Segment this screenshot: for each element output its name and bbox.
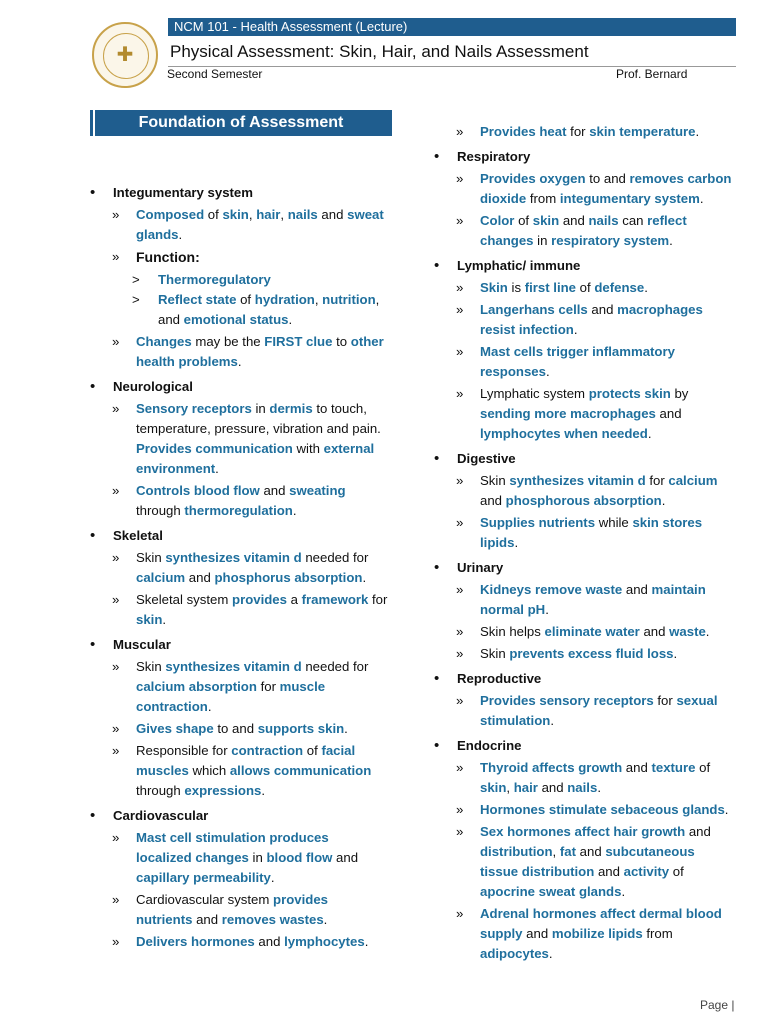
list-item: » Responsible for contraction of facial muscles which allows communication through expressions. — [112, 743, 372, 798]
list-item: » Delivers hormones and lymphocytes. — [112, 934, 369, 949]
category-cardiovascular: • Cardiovascular — [88, 806, 388, 826]
category-integumentary: • Integumentary system — [88, 183, 388, 203]
semester-label: Second Semester — [167, 67, 263, 81]
category-reproductive: • Reproductive — [432, 669, 732, 689]
category-lymphatic: • Lymphatic/ immune — [432, 256, 732, 276]
list-item: » Mast cells trigger inflammatory responses. — [456, 344, 675, 379]
list-item: » Hormones stimulate sebaceous glands. — [456, 802, 729, 817]
institution-seal — [92, 22, 158, 88]
list-item: » Kidneys remove waste and maintain normal pH. — [456, 582, 706, 617]
right-column — [432, 120, 732, 966]
category-muscular: • Muscular — [88, 635, 388, 655]
page-footer: Page | — [700, 998, 735, 1012]
list-item: » Skin prevents excess fluid loss. — [456, 646, 678, 661]
list-item: » Provides heat for skin temperature. — [456, 124, 700, 139]
list-item: » Mast cell stimulation produces localized changes in blood flow and capillary permeability. — [112, 830, 359, 885]
category-digestive: • Digestive — [432, 449, 732, 469]
list-item: » Function: — [112, 249, 200, 265]
list-item: » Skeletal system provides a framework for skin. — [112, 592, 388, 627]
list-item: » Lymphatic system protects skin by sending more macrophages and lymphocytes when needed. — [456, 386, 689, 441]
list-item: » Skin synthesizes vitamin d for calcium and phosphorous absorption. — [456, 473, 718, 508]
list-item: » Cardiovascular system provides nutrients and removes wastes. — [112, 892, 329, 927]
left-column — [88, 178, 388, 954]
list-item: » Color of skin and nails can reflect changes in respiratory system. — [456, 213, 687, 248]
list-item: » Controls blood flow and sweating through thermoregulation. — [112, 483, 346, 518]
list-item: » Supplies nutrients while skin stores lipids. — [456, 515, 703, 550]
list-item: » Langerhans cells and macrophages resist infection. — [456, 302, 703, 337]
section-heading: Foundation of Assessment — [90, 110, 392, 136]
category-endocrine: • Endocrine — [432, 736, 732, 756]
category-neurological: • Neurological — [88, 377, 388, 397]
list-item: » Gives shape to and supports skin. — [112, 721, 348, 736]
document-title: Physical Assessment: Skin, Hair, and Nails Assessment — [170, 42, 589, 61]
category-urinary: • Urinary — [432, 558, 732, 578]
course-banner: NCM 101 - Health Assessment (Lecture) — [168, 18, 736, 36]
category-respiratory: • Respiratory — [432, 147, 732, 167]
list-item: » Thyroid affects growth and texture of skin, hair and nails. — [456, 760, 711, 795]
list-item: » Adrenal hormones affect dermal blood supply and mobilize lipids from adipocytes. — [456, 906, 722, 961]
list-item: » Changes may be the FIRST clue to other health problems. — [112, 334, 384, 369]
list-item: » Skin is first line of defense. — [456, 280, 648, 295]
list-item: » Skin synthesizes vitamin d needed for calcium absorption for muscle contraction. — [112, 659, 369, 714]
list-item: » Composed of skin, hair, nails and sweat glands. — [112, 207, 384, 242]
sub-item: > Reflect state of hydration, nutrition, and emotional status. — [132, 292, 380, 327]
sub-item: > Thermoregulatory — [132, 272, 271, 287]
list-item: » Provides oxygen to and removes carbon dioxide from integumentary system. — [456, 171, 732, 206]
list-item: » Skin helps eliminate water and waste. — [456, 624, 710, 639]
list-item: » Sensory receptors in dermis to touch, temperature, pressure, vibration and pain. Provides communication with external environment. — [112, 401, 381, 476]
caduceus-icon: ✚ — [116, 44, 134, 66]
professor-label: Prof. Bernard — [616, 67, 688, 81]
list-item: » Provides sensory receptors for sexual stimulation. — [456, 693, 718, 728]
category-skeletal: • Skeletal — [88, 526, 388, 546]
list-item: » Sex hormones affect hair growth and distribution, fat and subcutaneous tissue distribution and activity of apocrine sweat glands. — [456, 824, 711, 899]
list-item: » Skin synthesizes vitamin d needed for calcium and phosphorus absorption. — [112, 550, 369, 585]
